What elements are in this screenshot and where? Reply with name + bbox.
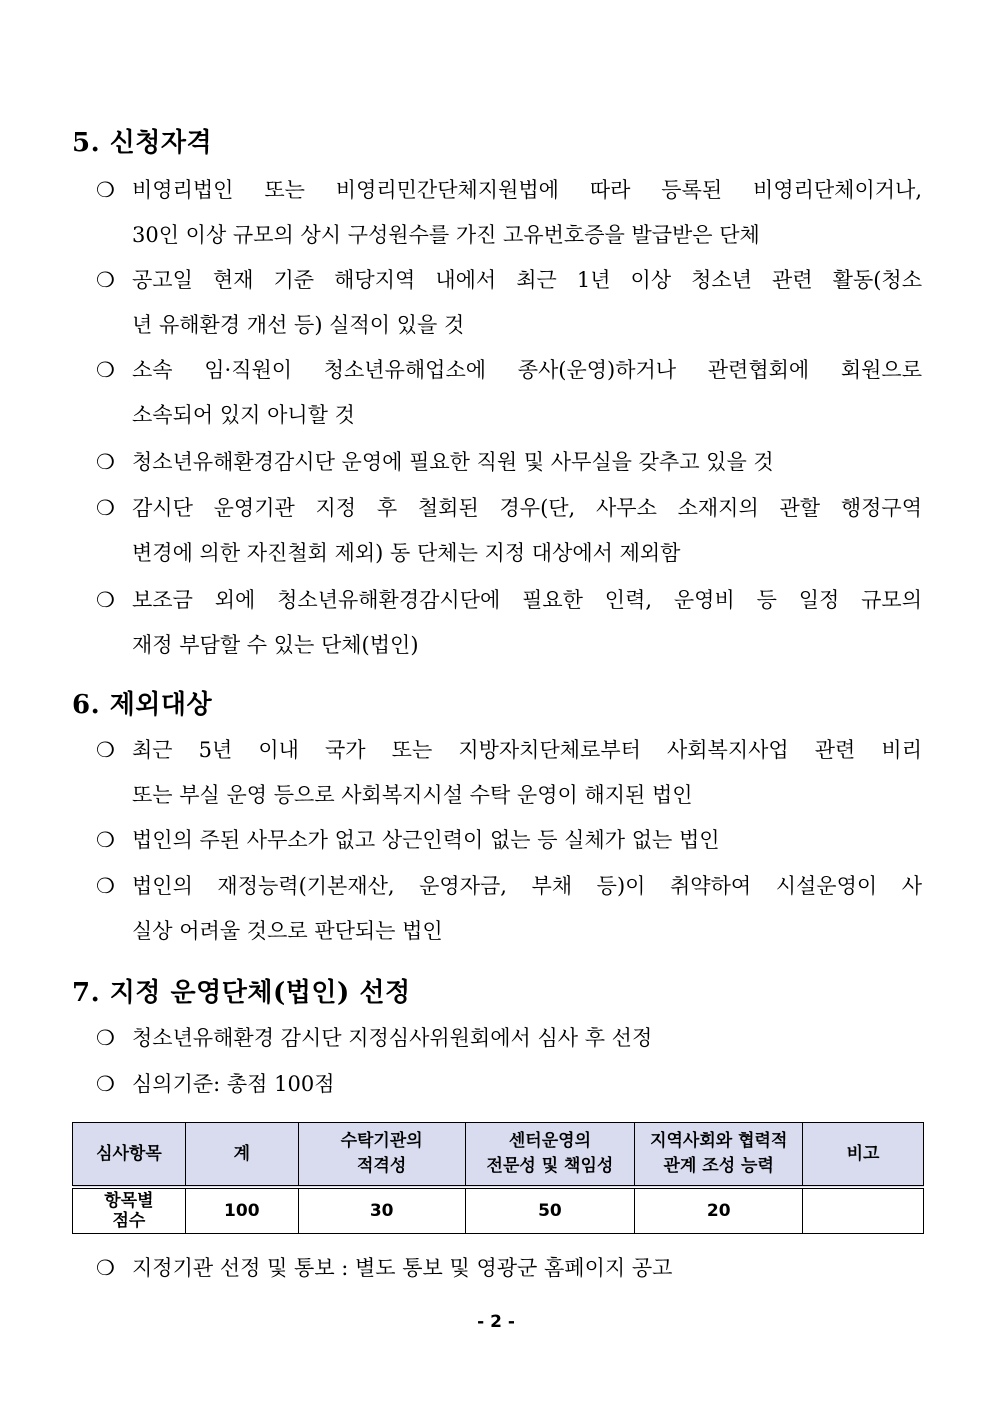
list-item-text: 30인 이상 규모의 상시 구성원수를 가진 고유번호증을 발급받은 단체 xyxy=(132,223,760,247)
list-item xyxy=(96,440,922,485)
circle-bullet-icon: ❍ xyxy=(96,450,115,474)
circle-bullet-icon: ❍ xyxy=(96,828,115,852)
list-item-text: 공고일 현재 기준 해당지역 내에서 최근 1년 이상 청소년 관련 활동(청소 xyxy=(132,268,922,292)
circle-bullet-icon: ❍ xyxy=(96,496,115,520)
list-item-text: 소속 임·직원이 청소년유해업소에 종사(운영)하거나 관련협회에 회원으로 xyxy=(132,358,922,382)
circle-bullet-icon: ❍ xyxy=(96,738,115,762)
list-item-text: 보조금 외에 청소년유해환경감시단에 필요한 인력, 운영비 등 일정 규모의 xyxy=(132,588,922,612)
table-header-cell: 계 xyxy=(185,1123,298,1188)
score-table xyxy=(72,1122,924,1234)
circle-bullet-icon: ❍ xyxy=(96,588,115,612)
list-item xyxy=(96,168,922,258)
list-item xyxy=(96,578,922,668)
table-cell: 30 xyxy=(298,1187,465,1234)
table-header-cell: 센터운영의 전문성 및 책임성 xyxy=(465,1123,635,1188)
list-item-text: 심의기준: 총점 100점 xyxy=(132,1072,335,1096)
list-item-text: 감시단 운영기관 지정 후 철회된 경우(단, 사무소 소재지의 관할 행정구역 xyxy=(132,496,922,520)
circle-bullet-icon: ❍ xyxy=(96,874,115,898)
section-7-title: 7. 지정 운영단체(법인) 선정 xyxy=(72,978,411,1008)
list-item-text: 법인의 재정능력(기본재산, 운영자금, 부채 등)이 취약하여 시설운영이 사 xyxy=(132,874,922,898)
list-item-text: 소속되어 있지 아니할 것 xyxy=(132,403,355,427)
table-cell xyxy=(803,1187,924,1234)
table-cell: 100 xyxy=(185,1187,298,1234)
list-item-text: 청소년유해환경 감시단 지정심사위원회에서 심사 후 선정 xyxy=(132,1026,653,1050)
table-header-cell: 수탁기관의 적격성 xyxy=(298,1123,465,1188)
table-cell: 20 xyxy=(635,1187,803,1234)
circle-bullet-icon: ❍ xyxy=(96,268,115,292)
list-item-text: 년 유해환경 개선 등) 실적이 있을 것 xyxy=(132,313,465,337)
circle-bullet-icon: ❍ xyxy=(96,178,115,202)
list-item xyxy=(96,1016,922,1061)
list-item-text: 비영리법인 또는 비영리민간단체지원법에 따라 등록된 비영리단체이거나, xyxy=(132,178,922,202)
list-item xyxy=(96,864,922,954)
page-number: - 2 - xyxy=(477,1312,515,1332)
list-item-text: 최근 5년 이내 국가 또는 지방자치단체로부터 사회복지사업 관련 비리 xyxy=(132,738,922,762)
table-cell: 항목별 점수 xyxy=(73,1187,186,1234)
circle-bullet-icon: ❍ xyxy=(96,1256,115,1280)
list-item-text: 또는 부실 운영 등으로 사회복지시설 수탁 운영이 해지된 법인 xyxy=(132,783,693,807)
list-item xyxy=(96,1062,922,1107)
list-item-text: 법인의 주된 사무소가 없고 상근인력이 없는 등 실체가 없는 법인 xyxy=(132,828,720,852)
circle-bullet-icon: ❍ xyxy=(96,358,115,382)
list-item xyxy=(96,818,922,863)
list-item-text: 청소년유해환경감시단 운영에 필요한 직원 및 사무실을 갖추고 있을 것 xyxy=(132,450,774,474)
table-header-cell: 지역사회와 협력적 관계 조성 능력 xyxy=(635,1123,803,1188)
table-header-row xyxy=(73,1123,924,1188)
table-row xyxy=(73,1187,924,1234)
section-6-title: 6. 제외대상 xyxy=(72,690,213,720)
table-header-cell: 비고 xyxy=(803,1123,924,1188)
circle-bullet-icon: ❍ xyxy=(96,1026,115,1050)
list-item-text: 재정 부담할 수 있는 단체(법인) xyxy=(132,633,419,657)
list-item xyxy=(96,258,922,348)
list-item-text: 실상 어려울 것으로 판단되는 법인 xyxy=(132,919,443,943)
table-header-cell: 심사항목 xyxy=(73,1123,186,1188)
list-item xyxy=(96,1246,922,1291)
table-cell: 50 xyxy=(465,1187,635,1234)
section-5-title: 5. 신청자격 xyxy=(72,128,213,158)
list-item-text: 변경에 의한 자진철회 제외) 동 단체는 지정 대상에서 제외함 xyxy=(132,541,681,565)
list-item xyxy=(96,486,922,576)
list-item xyxy=(96,348,922,438)
circle-bullet-icon: ❍ xyxy=(96,1072,115,1096)
list-item-text: 지정기관 선정 및 통보 : 별도 통보 및 영광군 홈페이지 공고 xyxy=(132,1256,673,1280)
list-item xyxy=(96,728,922,818)
